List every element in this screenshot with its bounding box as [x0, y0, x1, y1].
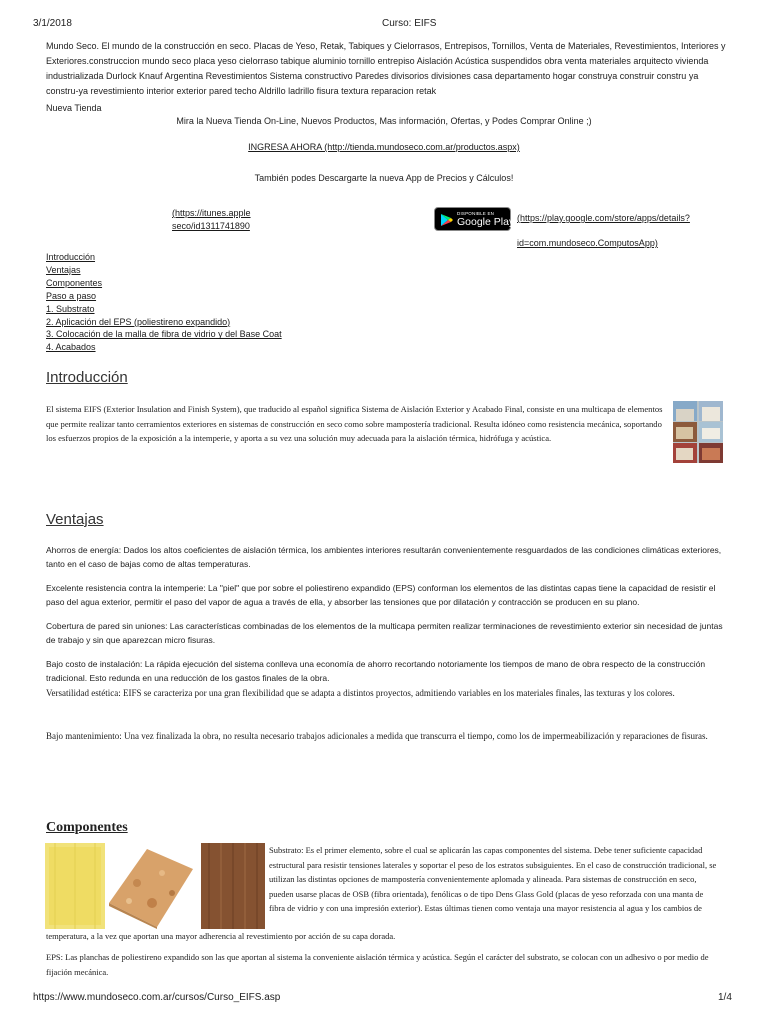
dens-glass-board-image	[45, 843, 105, 929]
ventajas-versatilidad: Versatilidad estética: EIFS se caracteriza por una gran flexibilidad que se adapta a distintos proyectos, admitiendo variables en los materiales finales, las texturas y los colores.	[46, 688, 675, 698]
ventajas-ahorro-energia: Ahorros de energía: Dados los altos coeficientes de aislación térmica, los ambientes interiores resultarán convenientemente resguardados de las condiciones climáticas exteriores, tanto en el caso de bajas como de altas temperaturas.	[46, 545, 722, 569]
section-heading-ventajas: Ventajas	[46, 511, 104, 528]
osb-board-image	[107, 843, 195, 929]
toc-item-aplicacion-eps[interactable]: 2. Aplicación del EPS (poliestireno expandido)	[46, 316, 231, 327]
phenolic-board-image	[201, 843, 265, 929]
toc-item-acabados[interactable]: 4. Acabados	[46, 342, 96, 353]
ventajas-bajo-costo: Bajo costo de instalación: La rápida ejecución del sistema conlleva una economía de ahorro recortando notoriamente los tiempos de mano de obra respecto de la construcción tradicional. Esto redunda en una reducción de los gastos finales de la obra.	[46, 659, 706, 683]
introduccion-text: El sistema EIFS (Exterior Insulation and Finish System), que traducido al español significa Sistema de Aislación Exterior y Acabado Final, consiste en una multicapa de elementos que permite realizar tanto cerramientos exteriores en sistemas de construcción en seco como sobre mampostería tradicional. Resulta idóneo como resistencia mecánica, soportando los esfuerzos propios de la exposición a la intemperie, y aporta a su vez una solución muy adecuada para la aislación térmica, hidrófuga y acústica.	[46, 404, 663, 443]
google-play-icon	[440, 213, 454, 227]
google-play-badge[interactable]	[434, 207, 515, 231]
page-title: Curso: EIFS	[382, 18, 437, 29]
section-heading-introduccion: Introducción	[46, 369, 128, 386]
toc-item-ventajas[interactable]: Ventajas	[46, 264, 81, 275]
toc-item-substrato[interactable]: 1. Substrato	[46, 303, 95, 314]
toc-item-paso-a-paso[interactable]: Paso a paso	[46, 290, 97, 301]
store-description: Mira la Nueva Tienda On-Line, Nuevos Productos, Mas información, Ofertas, y Podes Comprar Online ;)	[176, 116, 592, 126]
section-heading-componentes: Componentes	[46, 820, 128, 835]
ventajas-resistencia-intemperie: Excelente resistencia contra la intemperie: La "piel" que por sobre el poliestireno expandido (EPS) conforman los elementos de las distintas capas tiene la capacidad de resistir el paso del agua exterior, permitir el paso del vapor de agua a través de ella, y absorber las tensiones que por dilatación y contracción se producen en su plano.	[46, 583, 716, 607]
print-date: 3/1/2018	[33, 18, 72, 29]
table-of-contents	[46, 251, 282, 354]
google-play-link-line2[interactable]: id=com.mundoseco.ComputosApp)	[517, 238, 658, 248]
ventajas-cobertura-sin-uniones: Cobertura de pared sin uniones: Las características combinadas de los elementos de la multicapa permiten realizar terminaciones de revestimiento exterior sin necesidad de juntas de trabajo y sin que aparezcan micro fisuras.	[46, 621, 723, 645]
store-label: Nueva Tienda	[46, 103, 102, 113]
componentes-eps: EPS: Las planchas de poliestireno expandido son las que aportan al sistema la conveniente aislación térmica y acústica. Según el carácter del substrato, se colocan con un adhesivo o por medio de fijación mecánica.	[46, 952, 709, 977]
toc-item-componentes[interactable]: Componentes	[46, 277, 103, 288]
google-play-big-text: Google Play	[457, 216, 515, 228]
footer-page-number: 1/4	[718, 992, 732, 1003]
componentes-substrato: Substrato: Es el primer elemento, sobre el cual se aplicarán las capas componentes del sistema. Debe tener suficiente capacidad estructural para resistir tensiones laterales y soportar el peso de los estratos subsiguientes. En el caso de construcción tradicional, se utilizan las distintas opciones de mampostería convenientemente aplomada y alineada. Para sistemas de construcción en seco, pueden usarse placas de OSB (fibra orientada), fenólicas o de tipo Dens Glass Gold (placas de yeso reforzada con una manta de fibra de vidrio y con una impresión exterior). Estas últimas tienen como ventaja una mayor resistencia al agua y los cambios de	[269, 845, 717, 913]
itunes-link-line2[interactable]: seco/id1311741890	[172, 221, 250, 231]
itunes-link-line1[interactable]: (https://itunes.apple	[172, 208, 251, 218]
store-link[interactable]: INGRESA AHORA (http://tienda.mundoseco.com.ar/productos.aspx)	[248, 142, 520, 152]
footer-url: https://www.mundoseco.com.ar/cursos/Curso_EIFS.asp	[33, 992, 281, 1003]
site-intro-paragraph: Mundo Seco. El mundo de la construcción en seco. Placas de Yeso, Retak, Tabiques y Cielorrasos, Entrepisos, Tornillos, Venta de Materiales, Revestimientos, Interiores y Exteriores.construccion mundo seco placa yeso cielorraso tabique aluminio tornillo entrepiso Aislación Acústica suspendidos obra venta materiales arquitecto vivienda industrializada Durlock Knauf Argentina Revestimientos Sistema constructivo Paredes divisorios divisiones casa departamento hogar construya construir constru ya constru-ya revestimiento interior exterior pared techo Aldrillo ladrillo fisura textura reparacion retak	[46, 41, 726, 96]
toc-item-introduccion[interactable]: Introducción	[46, 252, 96, 262]
google-play-small-text: DISPONIBLE EN	[457, 211, 495, 216]
house-photo-collage-image	[673, 401, 723, 463]
toc-item-malla-base-coat[interactable]: 3. Colocación de la malla de fibra de vidrio y del Base Coat	[46, 329, 282, 340]
app-download-text: También podes Descargarte la nueva App de Precios y Cálculos!	[254, 173, 514, 183]
ventajas-bajo-mantenimiento: Bajo mantenimiento: Una vez finalizada la obra, no resulta necesario trabajos adicionales a medida que transcurra el tiempo, como los de impermeabilización y reparaciones de fisuras.	[46, 731, 708, 741]
google-play-link-line1[interactable]: (https://play.google.com/store/apps/details?	[517, 213, 690, 223]
componentes-substrato-cont: temperatura, a la vez que aportan una mayor adherencia al revestimiento por acción de su capa dorada.	[46, 931, 396, 941]
